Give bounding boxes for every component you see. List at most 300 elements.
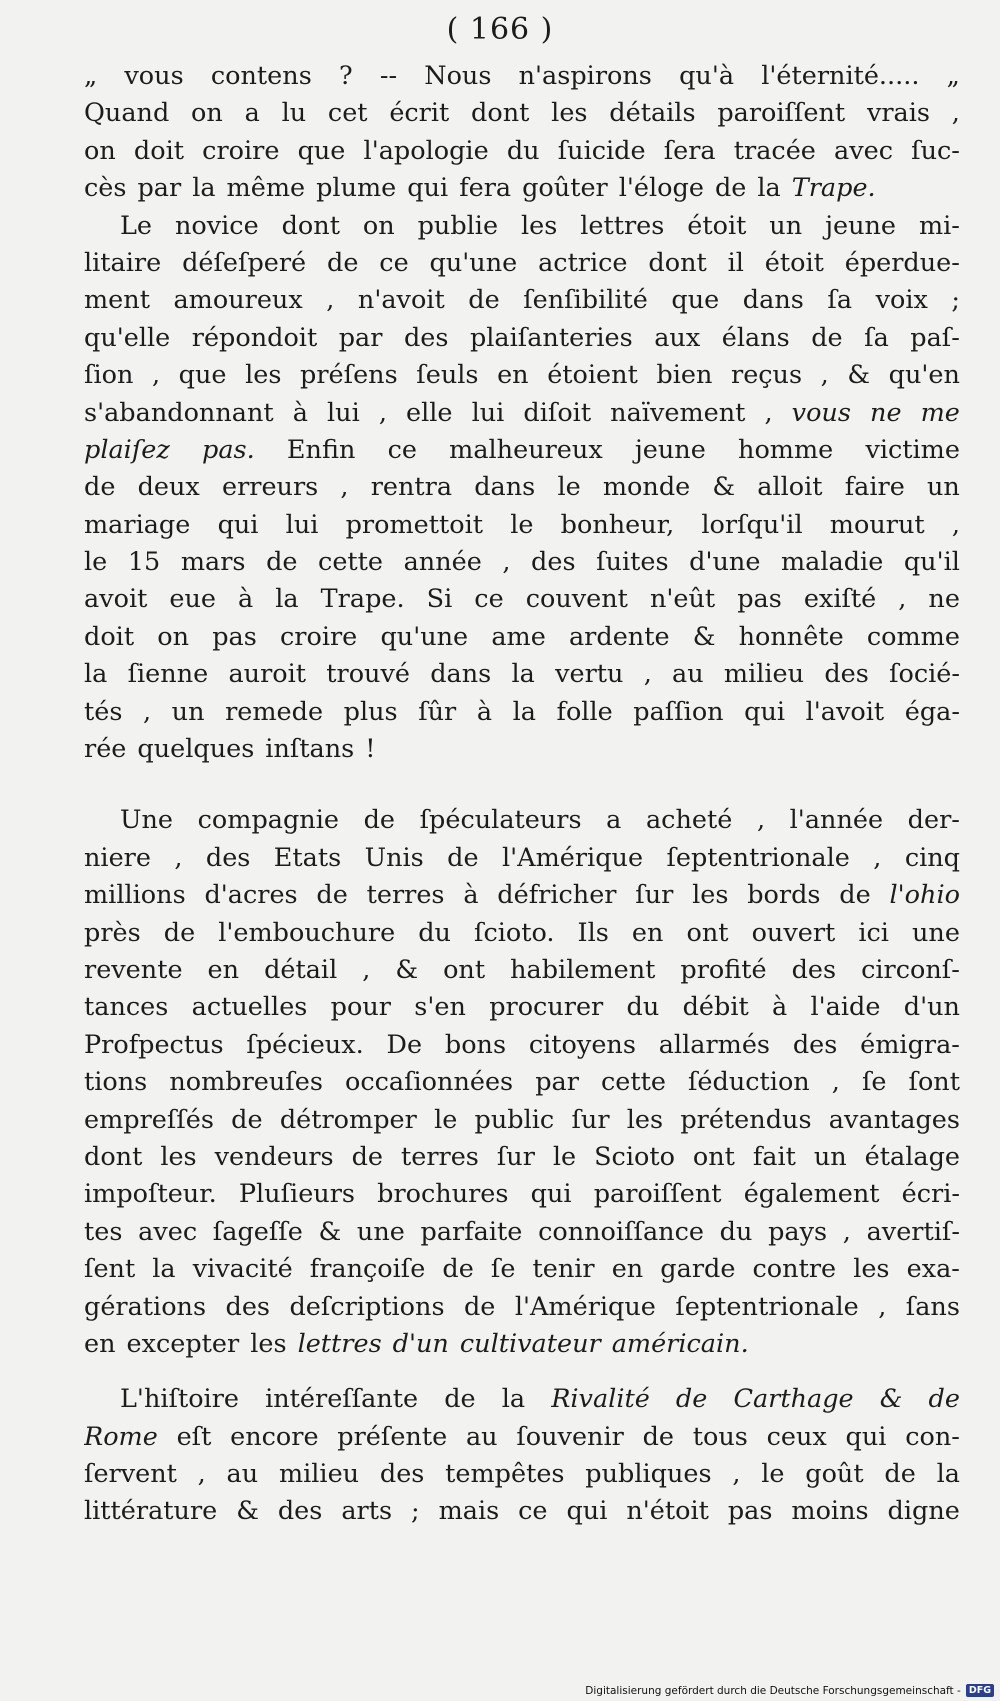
word: bords <box>747 880 821 911</box>
word: mi- <box>918 210 960 241</box>
word: 15 <box>127 547 161 578</box>
word: d'un <box>392 1328 449 1359</box>
word: à <box>772 992 788 1023</box>
word: détails <box>609 98 696 129</box>
word: la <box>84 659 108 690</box>
word: du <box>506 135 540 166</box>
word: ſuc- <box>911 135 960 166</box>
word: -- <box>379 61 398 91</box>
word: ſeptentrionale <box>675 1291 859 1322</box>
word: déſeſperé <box>182 247 307 278</box>
word: étoit <box>764 247 824 278</box>
text-line <box>84 432 960 469</box>
word: écri- <box>901 1179 960 1210</box>
digitization-credit <box>585 1684 994 1697</box>
word: tracée <box>733 135 816 166</box>
word: moins <box>791 1496 869 1527</box>
word: der- <box>907 805 960 836</box>
text-line <box>84 1139 960 1176</box>
word: le <box>761 1459 785 1490</box>
word: ce <box>474 584 504 615</box>
word: ſageſſe <box>212 1216 303 1247</box>
word: Enfin <box>286 434 356 465</box>
word: ſans <box>905 1291 960 1322</box>
word: n'eût <box>649 584 716 615</box>
word: jeune <box>634 434 706 465</box>
text-line <box>84 507 960 544</box>
word: ſcioto. <box>474 917 555 948</box>
word: ſûr <box>418 696 457 727</box>
word: étoit <box>687 210 747 241</box>
word: tances <box>84 992 169 1023</box>
word: du <box>626 992 660 1023</box>
word: milieu <box>723 659 805 690</box>
word: allarmés <box>658 1029 770 1060</box>
word: avertiſ- <box>866 1216 960 1247</box>
word: , <box>756 805 766 836</box>
word: , <box>326 285 335 316</box>
word: par <box>535 1067 579 1098</box>
word: victime <box>865 434 960 465</box>
word: bien <box>656 360 713 391</box>
word: dont <box>471 98 530 129</box>
paragraph-gap <box>84 1363 960 1381</box>
text-line <box>84 619 960 656</box>
dfg-logo: DFG <box>966 1684 994 1697</box>
word: profité <box>680 954 767 985</box>
word: ont <box>686 917 729 948</box>
word: l'éternité..... <box>761 61 920 91</box>
word: , <box>643 659 652 690</box>
word: aux <box>654 322 701 353</box>
word: un <box>813 1141 847 1172</box>
word: ſe <box>490 1254 516 1285</box>
text-line <box>84 282 960 319</box>
word: détail <box>264 954 338 985</box>
word: de <box>714 173 747 204</box>
word: cette <box>600 1067 666 1098</box>
word: paſſion <box>633 696 724 727</box>
word: L'hiſtoire <box>120 1384 239 1415</box>
word: il <box>727 247 744 278</box>
word: reçus <box>731 360 803 391</box>
word: Si <box>426 584 453 615</box>
word: dans <box>430 659 492 690</box>
text-line <box>84 1381 960 1418</box>
word: nombreuſes <box>169 1067 323 1098</box>
word: s'abandonnant <box>84 397 274 428</box>
word: le <box>434 1104 458 1135</box>
word: dont <box>281 210 340 241</box>
word: ne <box>870 397 902 428</box>
text-line <box>84 694 960 731</box>
word: rée <box>84 734 127 765</box>
word: répondoit <box>191 322 318 353</box>
word: acheté <box>645 805 733 836</box>
word: fait <box>752 1141 796 1172</box>
word: l'embouchure <box>218 917 396 948</box>
word: le <box>510 509 534 540</box>
word: maladie <box>780 547 884 578</box>
word: ſpéculateurs <box>419 805 582 836</box>
word: amoureux <box>173 285 303 316</box>
paragraph-gap <box>84 768 960 802</box>
word: en <box>611 1254 644 1285</box>
word: doit <box>84 621 135 652</box>
text-line <box>84 1251 960 1288</box>
word: cès <box>84 173 127 204</box>
word: ſenſibilité <box>523 285 648 316</box>
word: plaiſez <box>84 434 170 465</box>
word: en <box>631 917 664 948</box>
word: l'avoit <box>805 696 885 727</box>
word: qu'une <box>429 247 518 278</box>
word: tempêtes <box>445 1459 565 1490</box>
word: la <box>512 696 536 727</box>
word: les <box>250 1328 287 1359</box>
word: de <box>444 1384 476 1415</box>
text-line <box>84 915 960 952</box>
word: publiques <box>585 1459 712 1490</box>
word: la <box>757 173 781 204</box>
word: intéreſſante <box>265 1384 419 1415</box>
word: n'aspirons <box>518 61 652 91</box>
word: de <box>327 247 359 278</box>
text-line <box>84 357 960 394</box>
word: avec <box>138 1216 198 1247</box>
word: garde <box>660 1254 736 1285</box>
text-line <box>84 952 960 989</box>
word: d'acres <box>204 880 298 911</box>
word: millions <box>84 880 186 911</box>
word: qui <box>217 509 259 540</box>
word: croire <box>280 621 358 652</box>
word: ſpécieux. <box>246 1029 364 1060</box>
text-line <box>84 1419 960 1456</box>
word: des <box>791 954 837 985</box>
word: & <box>395 954 419 985</box>
word: folle <box>556 696 613 727</box>
word: actrice <box>538 247 628 278</box>
word: impoſteur. <box>84 1179 217 1210</box>
word: , <box>898 584 907 615</box>
word: on <box>84 135 116 166</box>
word: monde <box>602 472 691 503</box>
word: qu'à <box>679 61 735 91</box>
word: les <box>853 1254 890 1285</box>
word: même <box>226 173 306 204</box>
word: on <box>191 98 223 129</box>
word: naïvement <box>610 397 746 428</box>
word: paroiſſent <box>717 98 846 129</box>
word: des <box>225 1291 271 1322</box>
word: la <box>936 1459 960 1490</box>
word: promettoit <box>345 509 483 540</box>
word: , <box>764 397 773 428</box>
word: contens <box>210 61 312 91</box>
word: qu'une <box>380 621 469 652</box>
word: ſent <box>84 1254 136 1285</box>
word: procurer <box>489 992 604 1023</box>
word: une <box>356 1216 405 1247</box>
word: & <box>236 1496 259 1527</box>
word: tions <box>84 1067 148 1098</box>
word: pour <box>330 992 391 1023</box>
word: auroit <box>228 659 307 690</box>
word: Trape. <box>320 584 405 615</box>
word: de <box>675 1384 708 1415</box>
text-line <box>84 1102 960 1139</box>
word: ſur <box>571 1104 610 1135</box>
word: Nous <box>424 61 492 91</box>
word: qui <box>566 1496 608 1527</box>
word: terres <box>400 1141 479 1172</box>
word: Unis <box>364 842 424 873</box>
word: De <box>386 1029 423 1060</box>
word: de <box>468 285 500 316</box>
word: qui <box>744 696 786 727</box>
word: vivacité <box>192 1254 293 1285</box>
word: n'étoit <box>626 1496 709 1527</box>
word: lettres <box>580 210 665 241</box>
word: de <box>163 917 196 948</box>
body-text <box>84 58 960 1531</box>
text-line <box>84 1456 960 1493</box>
word: paſ- <box>910 322 960 353</box>
word: Rivalité <box>551 1384 650 1415</box>
word: ardente <box>568 621 670 652</box>
word: & <box>879 1384 903 1415</box>
word: pas. <box>202 434 255 465</box>
word: préſens <box>300 360 398 391</box>
word: un <box>926 472 960 503</box>
page-number: ( 166 ) <box>446 12 554 47</box>
word: les <box>692 880 729 911</box>
word: des <box>792 1029 838 1060</box>
word: à <box>463 880 479 911</box>
word: mariage <box>84 509 191 540</box>
text-line <box>84 395 960 432</box>
word: exa- <box>906 1254 960 1285</box>
word: tes <box>84 1216 123 1247</box>
word: une <box>911 917 960 948</box>
word: de <box>231 1104 263 1135</box>
word: américain. <box>611 1328 749 1359</box>
word: , <box>732 1459 741 1490</box>
word: en <box>497 360 529 391</box>
word: étoient <box>547 360 638 391</box>
word: que <box>297 135 346 166</box>
word: de <box>642 1421 674 1452</box>
word: ſont <box>908 1067 960 1098</box>
word: diſoit <box>523 397 592 428</box>
word: ne <box>928 584 960 615</box>
word: , <box>174 842 183 873</box>
word: niere <box>84 842 151 873</box>
word: publie <box>417 210 499 241</box>
word: qui <box>845 1421 887 1452</box>
word: près <box>84 917 141 948</box>
word: „ <box>946 61 960 91</box>
word: connoiſſance <box>538 1216 704 1247</box>
text-line <box>84 208 960 245</box>
word: cette <box>318 547 384 578</box>
word: empreſſés <box>84 1104 214 1135</box>
text-line <box>84 544 960 581</box>
word: paroiſſent <box>593 1179 722 1210</box>
word: Ils <box>577 917 609 948</box>
word: rentra <box>370 472 453 503</box>
word: un <box>171 696 205 727</box>
word: mourut <box>829 509 925 540</box>
word: Une <box>120 805 174 836</box>
word: bons <box>444 1029 507 1060</box>
text-line <box>84 1326 960 1363</box>
word: ſa <box>827 285 853 316</box>
word: actuelles <box>191 992 308 1023</box>
word: remede <box>225 696 324 727</box>
word: la <box>275 584 299 615</box>
text-line <box>84 245 960 282</box>
text-line <box>84 170 960 207</box>
word: erreurs <box>221 472 319 503</box>
word: pays <box>768 1216 828 1247</box>
word: eue <box>169 584 217 615</box>
word: con- <box>905 1421 960 1452</box>
word: à <box>292 397 308 428</box>
word: tous <box>692 1421 748 1452</box>
word: eſt <box>176 1421 212 1452</box>
word: lettres <box>297 1328 382 1359</box>
word: les <box>245 360 282 391</box>
word: tenir <box>532 1254 595 1285</box>
word: citoyens <box>528 1029 636 1060</box>
word: éperdue- <box>844 247 960 278</box>
word: digne <box>887 1496 960 1527</box>
text-line <box>84 840 960 877</box>
word: avantages <box>828 1104 960 1135</box>
word: circonſ- <box>861 954 960 985</box>
word: de <box>84 472 116 503</box>
word: en <box>207 954 240 985</box>
word: le <box>552 1141 577 1172</box>
word: comme <box>866 621 960 652</box>
word: lu <box>281 98 307 129</box>
word: ? <box>338 61 353 91</box>
word: vendeurs <box>214 1141 334 1172</box>
word: habilement <box>510 954 656 985</box>
word: ſeptentrionale <box>666 842 850 873</box>
word: préſente <box>337 1421 448 1452</box>
word: Quand <box>84 98 170 129</box>
word: voix <box>875 285 928 316</box>
word: & <box>318 1216 342 1247</box>
word: dont <box>648 247 707 278</box>
word: malheureux <box>449 434 603 465</box>
word: ! <box>365 734 376 765</box>
word: ſion <box>84 360 134 391</box>
word: étalage <box>864 1141 960 1172</box>
word: vous <box>124 61 184 91</box>
word: mars <box>180 547 246 578</box>
word: littérature <box>84 1496 218 1527</box>
text-line <box>84 656 960 693</box>
word: alloit <box>757 472 823 503</box>
word: du <box>418 917 451 948</box>
text-line <box>84 58 960 95</box>
word: françoiſe <box>309 1254 426 1285</box>
word: ont <box>692 1141 735 1172</box>
word: ſouvenir <box>516 1421 624 1452</box>
text-line <box>84 1027 960 1064</box>
text-line <box>84 581 960 618</box>
word: qui <box>530 1179 572 1210</box>
word: pas <box>737 584 782 615</box>
word: , <box>143 696 152 727</box>
word: des <box>277 1496 323 1527</box>
word: plaiſanteries <box>469 322 633 353</box>
word: inſtans <box>265 734 355 765</box>
word: goûter <box>522 173 608 204</box>
word: Trape. <box>791 173 876 204</box>
word: ce <box>387 434 417 465</box>
word: mais <box>438 1496 500 1527</box>
word: contre <box>752 1254 837 1285</box>
word: le <box>557 472 581 503</box>
word: éga- <box>904 696 960 727</box>
word: , <box>842 1216 851 1247</box>
word: qu'en <box>888 360 960 391</box>
word: au <box>465 1421 498 1452</box>
text-line <box>84 989 960 1026</box>
word: , <box>831 1067 840 1098</box>
word: cinq <box>904 842 960 873</box>
word: par <box>338 322 383 353</box>
word: , <box>378 397 387 428</box>
word: ſeuls <box>416 360 479 391</box>
word: excepter <box>126 1328 240 1359</box>
text-line <box>84 1289 960 1326</box>
word: , <box>340 472 349 503</box>
word: compagnie <box>197 805 339 836</box>
word: ici <box>858 917 889 948</box>
word: honnête <box>738 621 844 652</box>
word: couvent <box>525 584 628 615</box>
word: revente <box>84 954 183 985</box>
word: me <box>920 397 960 428</box>
word: plume <box>316 173 397 204</box>
word: , <box>502 547 511 578</box>
word: trouvé <box>326 659 410 690</box>
text-line <box>84 877 960 914</box>
word: ſe <box>861 1067 887 1098</box>
word: un <box>769 210 803 241</box>
word: l'année <box>789 805 884 836</box>
word: également <box>743 1179 880 1210</box>
word: ce <box>379 247 409 278</box>
word: prétendus <box>680 1104 812 1135</box>
word: cet <box>327 98 368 129</box>
word: les <box>626 1104 664 1135</box>
word: parfaite <box>420 1216 523 1247</box>
word: l'Amérique <box>502 842 644 873</box>
word: d'une <box>689 547 761 578</box>
word: s'en <box>414 992 466 1023</box>
word: ſocié- <box>889 659 960 690</box>
word: ſur <box>496 1141 535 1172</box>
word: deux <box>137 472 200 503</box>
word: émigra- <box>860 1029 960 1060</box>
